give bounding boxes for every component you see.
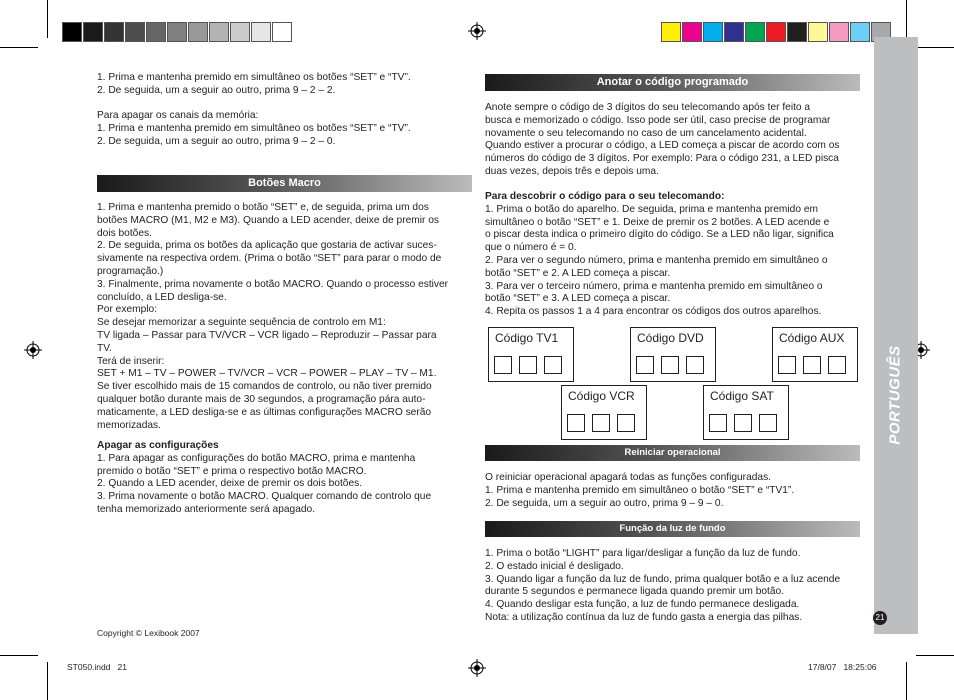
section-title-macro: Botões Macro (248, 177, 321, 189)
crop-mark (47, 662, 48, 700)
registration-mark-icon (468, 659, 486, 677)
code-digit-cell (709, 414, 727, 432)
registration-mark-icon (468, 22, 486, 40)
code-digit-cell (494, 356, 512, 374)
backlight-block (485, 548, 863, 625)
code-digit-cell (686, 356, 704, 374)
code-digit-cell (544, 356, 562, 374)
code-box-dvd (630, 327, 716, 382)
crop-mark (0, 655, 38, 656)
language-label: PORTUGUÊS (886, 345, 904, 445)
discover-code-heading: Para descobrir o código para o seu telecomando: (485, 191, 725, 202)
page-number: 21 (873, 611, 887, 625)
code-digit-cell (778, 356, 796, 374)
color-swatch (167, 22, 187, 42)
color-swatch (146, 22, 166, 42)
crop-mark (906, 0, 907, 38)
delete-channels-block (97, 110, 472, 148)
color-swatch (188, 22, 208, 42)
color-swatch (62, 22, 82, 42)
crop-mark (47, 0, 48, 38)
code-digit-cell (803, 356, 821, 374)
left-column (97, 72, 472, 98)
code-box-tv1 (488, 327, 574, 382)
code-digit-cell (592, 414, 610, 432)
code-box-vcr (561, 385, 647, 440)
code-box-sat (703, 385, 789, 440)
color-swatch (745, 22, 765, 42)
code-digit-cell (759, 414, 777, 432)
code-box-label: Código VCR (568, 389, 635, 403)
color-swatch (83, 22, 103, 42)
crop-mark (916, 47, 954, 48)
code-box-label: Código DVD (637, 331, 704, 345)
section-bar-reset (485, 445, 860, 461)
color-swatch (230, 22, 250, 42)
code-box-aux (772, 327, 858, 382)
color-swatch (787, 22, 807, 42)
discover-code-block (485, 191, 863, 319)
channel-steps-text: 1. Prima e mantenha premido em simultâneo os botões “SET” e “TV”. 2. De seguida, um a seguir ao outro, prima 9 – 2 – 2. (97, 72, 411, 96)
color-swatch (829, 22, 849, 42)
note-code-block (485, 102, 863, 179)
section-bar-note-code (485, 74, 860, 91)
code-digit-cell (661, 356, 679, 374)
code-digit-cell (828, 356, 846, 374)
color-swatch (251, 22, 271, 42)
clear-settings-text: 1. Para apagar as configurações do botão MACRO, prima e mantenha premido o botão “SET” e prima o respectivo botão MACRO. 2. Quando a LED acender, deixe de premir os dois botões. 3. Prima novamente o botão MACRO. Qualquer comando de controlo que tenha memorizado anteriormente será apagado. (97, 452, 432, 515)
file-slug: ST050.indd 21 (67, 662, 128, 672)
color-swatch (703, 22, 723, 42)
code-box-label: Código AUX (779, 331, 845, 345)
color-swatch (209, 22, 229, 42)
registration-mark-icon (24, 341, 42, 359)
crop-mark (0, 47, 38, 48)
code-digit-cell (617, 414, 635, 432)
crop-mark (906, 662, 907, 700)
color-swatch (272, 22, 292, 42)
color-swatch (724, 22, 744, 42)
clear-settings-heading: Apagar as configurações (97, 440, 219, 451)
backlight-text: 1. Prima o botão “LIGHT” para ligar/desligar a função da luz de fundo. 2. O estado inicial é desligado. 3. Quando ligar a função da luz de fundo, prima qualquer botão e a luz acende durante 5 segundos e permanece ligada quando premir um botão. 4. Quando desligar esta função, a luz de fundo permanece desligada. Nota: a utilização contínua da luz de fundo gasta a energia das pilhas. (485, 548, 841, 623)
section-title-note-code: Anotar o código programado (596, 76, 749, 88)
reset-text: O reiniciar operacional apagará todas as funções configuradas. 1. Prima e mantenha premido em simultâneo o botão “SET” e “TV1”. 2. De seguida, um a seguir ao outro, prima 9 – 9 – 0. (485, 472, 795, 509)
color-swatch (682, 22, 702, 42)
macro-body-block (97, 202, 472, 432)
discover-code-text: 1. Prima o botão do aparelho. De seguida, prima e mantenha premido em simultâneo o botão “SET” e 1. Deixe de premir os 2 botões. A LED acende e o piscar desta indica o primeiro dígito do código. Se a LED não ligar, significa que o número é = 0. 2. Para ver o segundo número, prima e mantenha premido em simultâneo o botão “SET” e 2. A LED começa a piscar. 3. Para ver o terceiro número, prima e mantenha premido em simultâneo o botão “SET” e 3. A LED começa a piscar. 4. Repita os passos 1 a 4 para encontrar os códigos dos outros aparelhos. (485, 203, 834, 318)
section-title-backlight: Função da luz de fundo (619, 523, 726, 534)
crop-mark (916, 655, 954, 656)
section-bar-macro (97, 175, 472, 192)
section-title-reset: Reiniciar operacional (624, 447, 721, 458)
section-bar-backlight (485, 521, 860, 537)
color-swatch (808, 22, 828, 42)
macro-body-text: 1. Prima e mantenha premido o botão “SET” e, de seguida, prima um dos botões MACRO (M1, M2 e M3). Quando a LED acender, deixe de premir os dois botões. 2. De seguida, prima os botões da aplicação que gostaria de activar suces- sivamente na respectiva ordem. (Prima o botão “SET” para parar o modo de programação.) 3. Finalmente, prima novamente o botão MACRO. Quando o processo estiver concluído, a LED desliga-se. Por exemplo: Se desejar memorizar a seguinte sequência de controlo em M1: TV ligada – Passar para TV/VCR – VCR ligado – Reproduzir – Passar para TV. Terá de inserir: SET + M1 – TV – POWER – TV/VCR – VCR – POWER – PLAY – TV – M1. Se tiver escolhido mais de 15 comandos de controlo, ou não tiver premido qualquer botão durante mais de 30 segundos, a programação pára auto- maticamente, a LED desliga-se e as últimas configurações MACRO serão memorizadas. (97, 202, 449, 431)
code-digit-cell (734, 414, 752, 432)
code-digit-cell (636, 356, 654, 374)
code-box-label: Código TV1 (495, 331, 559, 345)
color-swatch (850, 22, 870, 42)
reset-block (485, 472, 863, 510)
color-swatch (766, 22, 786, 42)
color-swatch (125, 22, 145, 42)
copyright: Copyright © Lexibook 2007 (97, 628, 200, 638)
color-swatch (104, 22, 124, 42)
language-sidebar (874, 37, 918, 634)
clear-settings-block (97, 440, 472, 517)
color-swatch (661, 22, 681, 42)
delete-channels-text: Para apagar os canais da memória: 1. Prima e mantenha premido em simultâneo os botões “SET” e “TV”. 2. De seguida, um a seguir ao outro, prima 9 – 2 – 0. (97, 110, 411, 147)
code-digit-cell (567, 414, 585, 432)
code-digit-cell (519, 356, 537, 374)
date-slug: 17/8/07 18:25:06 (808, 662, 877, 672)
note-code-text: Anote sempre o código de 3 dígitos do seu telecomando após ter feito a busca e memorizado o código. Isso pode ser útil, caso precise de programar novamente o seu telecomando no caso de um cancelamento acidental. Quando estiver a procurar o código, a LED começa a piscar de acordo com os números do código de 3 dígitos. Por exemplo: Para o código 231, a LED pisca duas vezes, depois três e depois uma. (485, 102, 840, 177)
code-box-label: Código SAT (710, 389, 774, 403)
